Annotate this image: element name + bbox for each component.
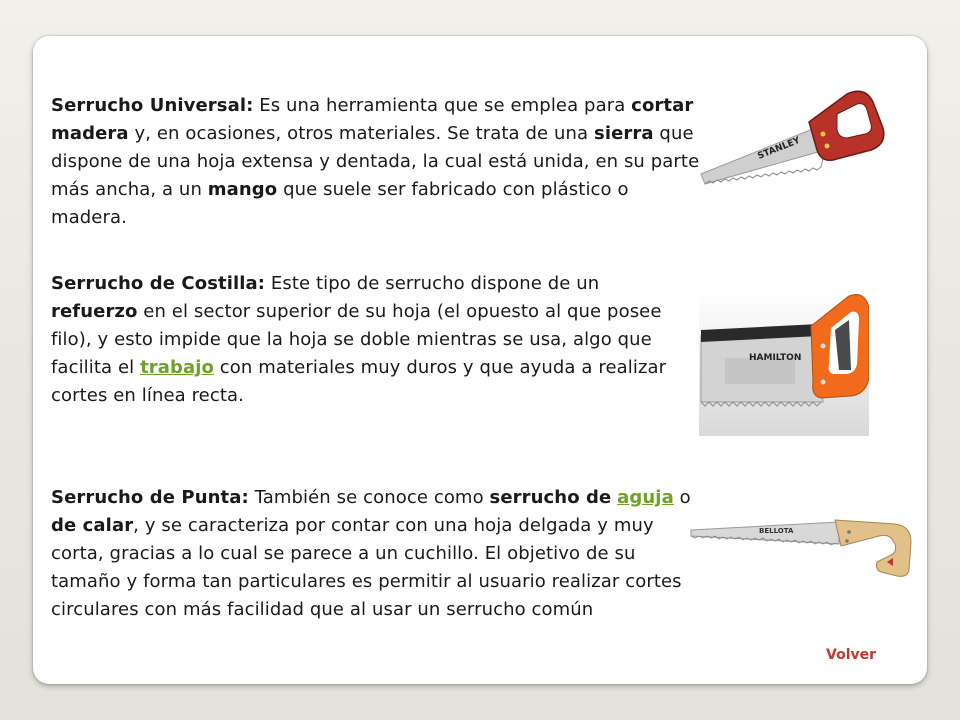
text-span: y, en ocasiones, otros materiales. Se trata de una [128, 123, 595, 144]
paragraph-serrucho-costilla [51, 270, 691, 410]
keyhole-saw-image [689, 514, 923, 584]
text-span: con materiales muy duros y que ayuda a realizar cortes en línea recta. [51, 357, 667, 406]
section-title: Serrucho Universal: [51, 95, 254, 116]
text-span: Es una herramienta que se emplea para [253, 95, 632, 116]
text-span: que suele ser fabricado con plástico o madera. [51, 179, 629, 228]
slide-card [33, 36, 927, 684]
saw-brand-label: BELLOTA [759, 527, 794, 535]
bold-term: de calar [51, 515, 134, 536]
section-title: Serrucho de Punta: [51, 487, 249, 508]
text-span: en el sector superior de su hoja (el opuesto al que posee filo), y esto impide que la hoja se doble mientras se usa, algo que facilita el [51, 301, 662, 378]
bold-term: serrucho de [489, 487, 612, 508]
link-aguja[interactable]: aguja [617, 487, 674, 508]
text-span: o [673, 487, 691, 508]
saw-brand-label: STANLEY [756, 135, 802, 162]
back-saw-image [699, 290, 869, 436]
bold-term: sierra [594, 123, 654, 144]
saw-brand-label: HAMILTON [749, 353, 802, 363]
text-span: También se conoce como [248, 487, 490, 508]
universal-saw-image [697, 88, 887, 188]
text-span: , y se caracteriza por contar con una hoja delgada y muy corta, gracias a lo cual se parece a un cuchillo. El objetivo de su tamaño y forma tan particulares es permitir al usuario realizar cortes circulares con más facilidad que al usar un serrucho común [51, 515, 682, 620]
bold-term: mango [207, 179, 278, 200]
text-span: que dispone de una hoja extensa y dentada, la cual está unida, en su parte más ancha, a un [51, 123, 700, 200]
section-title: Serrucho de Costilla: [51, 273, 266, 294]
paragraph-serrucho-universal [51, 92, 703, 232]
paragraph-serrucho-punta [51, 484, 691, 624]
bold-term: cortar madera [51, 95, 694, 144]
back-button[interactable]: Volver [826, 647, 877, 663]
text-span: Este tipo de serrucho dispone de un [265, 273, 600, 294]
bold-term: refuerzo [51, 301, 138, 322]
link-trabajo[interactable]: trabajo [140, 357, 214, 378]
